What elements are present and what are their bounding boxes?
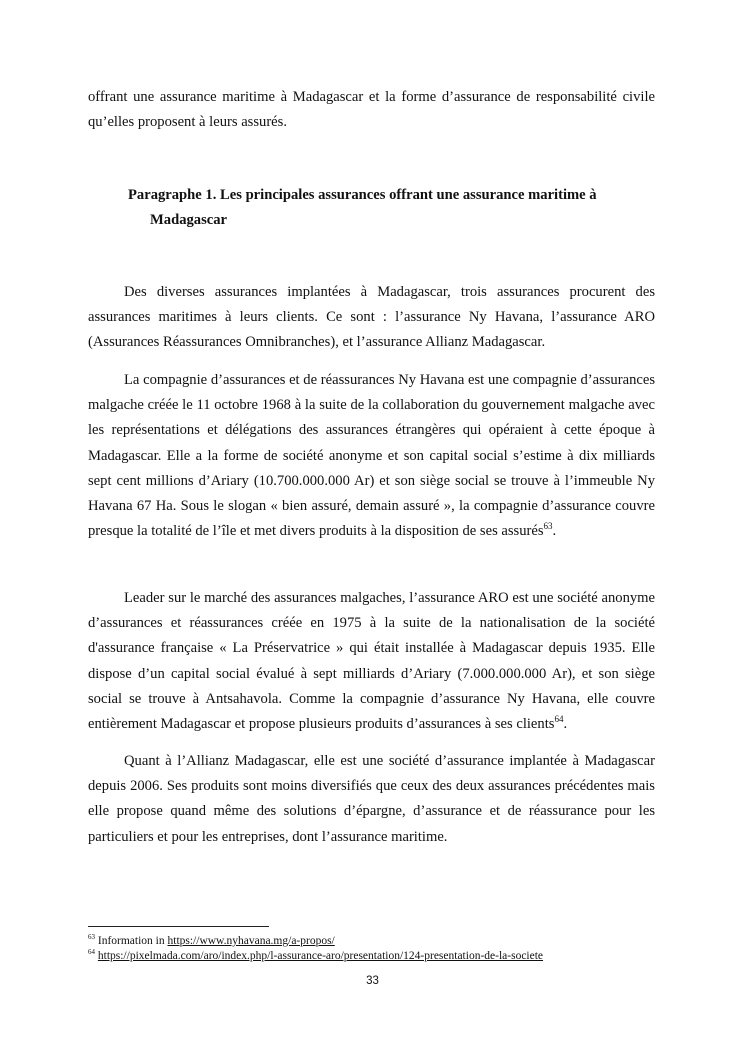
- footnote-link[interactable]: https://pixelmada.com/aro/index.php/l-assurance-aro/presentation/124-presentation-de-la-societe: [97, 950, 544, 962]
- footnote-ref-64[interactable]: 64: [554, 714, 564, 725]
- heading-number: Paragraphe 1.: [128, 187, 217, 203]
- footnote-separator: [88, 926, 269, 927]
- paragraph-3-text: Leader sur le marché des assurances malgaches, l’assurance ARO est une société anonyme d’assurances et réassurances créée en 1975 à la suite de la nationalisation de la société d'assurance française « La Préservatrice » qui était installée à Madagascar depuis 1935. Elle dispose d’un capital social évalué à sept milliards d’Ariary (7.000.000.000 Ar), et son siège social se trouve à Antsahavola. Comme la compagnie d’assurance Ny Havana, elle couvre entièrement Madagascar et propose plusieurs produits d’assurances à ses clients: [88, 590, 655, 733]
- intro-paragraph: offrant une assurance maritime à Madagascar et la forme d’assurance de responsabilité civile qu’elles proposent à leurs assurés.: [88, 89, 655, 131]
- footnote-ref-63[interactable]: 63: [543, 521, 553, 532]
- paragraph-2-end: .: [552, 523, 557, 540]
- heading-line-2: Madagascar: [150, 212, 228, 228]
- footnote-link[interactable]: https://www.nyhavana.mg/a-propos/: [167, 935, 335, 947]
- footnote-text: Information in: [97, 935, 168, 947]
- paragraph-1: Des diverses assurances implantées à Madagascar, trois assurances procurent des assurances maritimes à leurs clients. Ce sont : l’assurance Ny Havana, l’assurance ARO (Assurances Réassurances Omnibranches), et l’assurance Allianz Madagascar.: [88, 284, 655, 351]
- paragraph-3-end: .: [563, 716, 568, 733]
- paragraph-2: [88, 368, 655, 544]
- page-number: 33: [366, 975, 379, 987]
- paragraph-3: [88, 586, 655, 737]
- paragraph-2-text: La compagnie d’assurances et de réassurances Ny Havana est une compagnie d’assurances malgache créée le 11 octobre 1968 à la suite de la collaboration du gouvernement malgache avec les représentations et délégations des assurances étrangères qui opéraient à cette époque à Madagascar. Elle a la forme de société anonyme et son capital social s’estime à dix milliards sept cent millions d’Ariary (10.700.000.000 Ar) et son siège social se trouve à l’immeuble Ny Havana 67 Ha. Sous le slogan « bien assuré, demain assuré », la compagnie d’assurance couvre presque la totalité de l’île et met divers produits à la disposition de ses assurés: [88, 372, 655, 540]
- footnote-64: [88, 949, 543, 963]
- footnote-number: 63: [88, 933, 95, 942]
- footnote-63: [88, 934, 335, 948]
- heading-title-line1: Les principales assurances offrant une assurance maritime à: [220, 187, 597, 203]
- footnote-number: 64: [88, 948, 95, 957]
- heading-line-1: [128, 183, 655, 208]
- paragraph-4: Quant à l’Allianz Madagascar, elle est une société d’assurance implantée à Madagascar depuis 2006. Ses produits sont moins diversifiés que ceux des deux assurances précédentes mais elle propose quand même des solutions d’épargne, d’assurance et de réassurance pour les particuliers et pour les entreprises, dont l’assurance maritime.: [88, 753, 655, 845]
- section-heading: [128, 183, 655, 233]
